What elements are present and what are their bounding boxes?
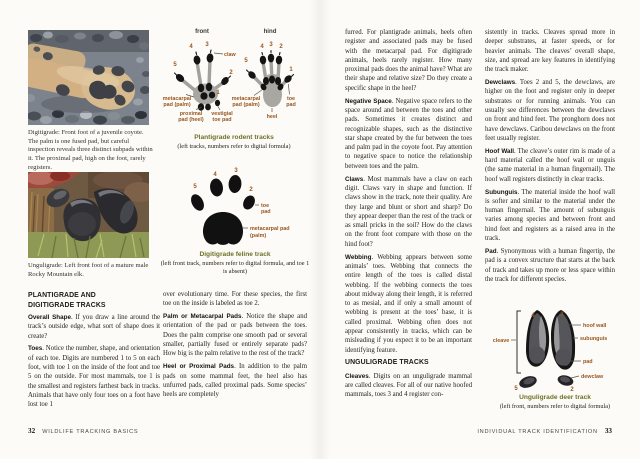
- hind-toe-number-2: 2: [279, 44, 283, 50]
- body-paragraph: Pad. Synonymous with a human fingertip, the pad is a convex structure that starts at the back of track and takes up more or less space within the track for different species.: [485, 247, 615, 283]
- body-paragraph: sistently in tracks. Cleaves spread more in deeper substrates, at faster speeds, or for heavier animals. The cleaves’ overall shape, size, and spread are key features in identifying the track maker.: [485, 29, 615, 74]
- svg-text:pad: pad: [286, 102, 296, 108]
- heel-label: heel: [266, 114, 278, 120]
- feline-toe-number-5: 5: [193, 184, 197, 190]
- hind-toe-number-3: 3: [269, 42, 273, 48]
- footer-chapter-title: INDIVIDUAL TRACK IDENTIFICATION: [477, 429, 598, 435]
- front-toe-number-1: 1: [216, 90, 220, 96]
- deer-track-diagram: [488, 306, 616, 392]
- feline-toe-number-3: 3: [234, 168, 238, 174]
- body-paragraph: Subunguis. The material inside the hoof wall is softer and similar to the material under the human fingernail. The amount of subunguis varies among species and between front and hind feet and registers as a raised area in the track.: [485, 188, 615, 243]
- section-heading-plantigrade: PLANTIGRADE AND DIGITIGRADE TRACKS: [28, 292, 106, 309]
- feline-toe-number-4: 4: [213, 172, 217, 178]
- deer-caption-subtitle: (left front, numbers refer to digital formula): [499, 402, 611, 410]
- body-paragraph: Cleaves. Digits on an unguligrade mammal are called cleaves. For all of our native hoofed mammals, toes 3 and 4 register con-: [345, 372, 472, 399]
- deer-cleaves-drawing: [518, 310, 575, 390]
- page-gutter-shadow: [310, 0, 330, 459]
- left-page-column-1: [28, 313, 160, 413]
- front-toe-number-4: 4: [189, 44, 193, 50]
- deer-toe-number-5: 5: [514, 386, 518, 392]
- paragraph-lead-in: Dewclaws: [485, 79, 516, 87]
- pad-label: pad: [583, 359, 593, 365]
- body-paragraph: Claws. Most mammals have a claw on each digit. Claws vary in shape and function. If claws show in the track, note their quality. Are they large and blunt or short and sharp? Do they appear deeper than the rest of the track or as small pricks in the soil? How do the claws on the front foot compare with those on the hind foot?: [345, 175, 472, 248]
- deer-toe-number-2: 2: [570, 387, 574, 392]
- svg-text:(palm): (palm): [250, 233, 267, 239]
- front-toe-number-3: 3: [205, 42, 209, 48]
- footer-book-title: WILDLIFE TRACKING BASICS: [42, 429, 139, 435]
- footer-page-number: 32: [28, 427, 36, 435]
- feline-paw-drawing: [188, 168, 289, 245]
- body-paragraph: over evolutionary time. For these species, the first toe on the inside is labeled as toe 2.: [163, 291, 307, 308]
- paragraph-lead-in: Negative Space: [345, 97, 392, 105]
- paragraph-lead-in: Pad: [485, 247, 497, 255]
- body-paragraph: Dewclaws. Toes 2 and 5, the dewclaws, are higher on the foot and register only in deeper substrates or for running animals. You can usually see differences between the dewclaws on front and hind feet. The pronghorn does not have dewclaws. Caribou dewclaws on the front feet usually register.: [485, 79, 615, 142]
- deer-caption-title: Unguligrade deer track: [519, 394, 591, 401]
- paragraph-lead-in: Toes: [28, 345, 43, 353]
- feline-caption-subtitle: (left front track, numbers refer to digital formula, and toe 1 is absent): [160, 259, 310, 275]
- body-paragraph: Hoof Wall. The cleave’s outer rim is made of a hard material called the hoof wall or unguis (the same material in a human fingernail). The hoof wall registers distinctly in clear tracks.: [485, 147, 615, 183]
- right-page-column-1: [345, 28, 472, 403]
- left-page-column-2: [163, 290, 307, 403]
- front-toe-number-5: 5: [173, 62, 177, 68]
- feline-toe-pad-label: toe: [261, 203, 270, 209]
- body-paragraph: Negative Space. Negative space refers to the space around and between the toes and other pads. Sometimes it creates distinct and recognizable shapes, such as the distinctive star shape created by the fur between the toes and palm pad in the coyote foot. Pay attention to negative space to notice the relationship between toes and the palm.: [345, 97, 472, 170]
- left-page-footer: [28, 427, 138, 435]
- body-paragraph: Overall Shape. If you draw a line around the track’s outside edge, what sort of shape does it create?: [28, 314, 160, 340]
- cleave-bracket: [493, 311, 521, 373]
- rodent-track-diagram: [160, 24, 310, 126]
- feline-caption-title: Digitigrade feline track: [199, 251, 271, 258]
- hoof-wall-label: hoof wall: [583, 323, 607, 329]
- feline-track-diagram: [185, 165, 295, 250]
- rodent-caption-subtitle: (left tracks, numbers refer to digital formula): [177, 142, 291, 150]
- paragraph-lead-in: Subunguis: [485, 188, 518, 196]
- feline-diagram-caption: [160, 251, 310, 276]
- coyote-front-foot-photo: [28, 30, 149, 125]
- body-paragraph: furred. For plantigrade animals, heels often register and associated pads may be fused with the metacarpal pad. For digitigrade animals, heels rarely register. How many proximal pads does the animal have? What are their shape and relative size? Do they create a specific shape in the heel?: [345, 29, 472, 92]
- svg-text:pad (palm): pad (palm): [163, 102, 191, 108]
- deer-toe-number-4: 4: [531, 313, 535, 319]
- svg-text:pad (palm): pad (palm): [232, 102, 260, 108]
- front-track-drawing: [163, 28, 237, 123]
- feline-toe-number-2: 2: [249, 187, 253, 193]
- body-paragraph: Toes. Notice the number, shape, and orientation of each toe. Digits are numbered 1 to 5 on each foot, with toe 1 on the inside of the foot and toe 5 on the outside. For most mammals, toe 1 is the smallest and registers farthest back in tracks. Animals that have only four toes on a foot have lost toe 1: [28, 345, 160, 409]
- hind-track-drawing: [232, 28, 296, 120]
- right-page-column-2: [485, 28, 615, 288]
- section-heading: UNGULIGRADE TRACKS: [345, 359, 429, 367]
- claw-label: claw: [224, 52, 236, 58]
- right-page-footer: [477, 427, 612, 435]
- body-paragraph: Webbing. Webbing appears between some animals’ toes. Webbing that connects the entire length of the toes is called distal webbing. If the webbing connects the toes about midway along their length, it is referred to as mesial, and if only a small amount of webbing is present at the toes’ base, it is called proximal. Webbing often does not appear consistently in tracks, which can be misleading if you expect it to be an important identifying feature.: [345, 253, 472, 354]
- paragraph-lead-in: Overall Shape: [28, 314, 71, 321]
- body-paragraph: Heel or Proximal Pads. In addition to the palm pads on some mammal feet, the heel also has unfurred pads, called proximal pads. Some species’ heels are completely: [163, 363, 307, 399]
- paragraph-lead-in: Webbing: [345, 253, 372, 261]
- front-track-label: front: [195, 28, 209, 35]
- hind-toe-number-4: 4: [260, 44, 264, 50]
- elk-foot-photo: [28, 172, 149, 258]
- photo-caption-elk: Unguligrade: Left front foot of a mature male Rocky Mountain elk.: [28, 262, 149, 278]
- dewclaw-label: dewclaw: [581, 374, 604, 380]
- paragraph-lead-in: Hoof Wall: [485, 147, 515, 155]
- photo-caption-coyote: Digitigrade: Front foot of a juvenile coyote. The palm is one fused pad, but careful inspection reveals three distinct subpads within it. The proximal pad, high on the foot, rarely registers.: [28, 129, 153, 171]
- front-metacarpal-label: metacarpal: [162, 96, 192, 102]
- hind-toe-number-5: 5: [244, 58, 248, 64]
- hind-metacarpal-label: metacarpal: [231, 96, 261, 102]
- vestigial-toe-pad-label: vestigial: [211, 111, 233, 117]
- paragraph-lead-in: Cleaves: [345, 372, 369, 380]
- deer-diagram-caption: [480, 394, 630, 411]
- front-toe-number-2: 2: [229, 70, 233, 76]
- paragraph-lead-in: Heel or Proximal Pads: [163, 363, 235, 371]
- hind-toe-pad-label: toe: [286, 96, 296, 102]
- svg-text:pad (heel): pad (heel): [178, 117, 204, 123]
- paragraph-lead-in: Palm or Metacarpal Pads: [163, 313, 242, 321]
- deer-toe-number-3: 3: [560, 312, 564, 318]
- hind-toe-number-1: 1: [289, 67, 293, 73]
- hind-track-label: hind: [263, 28, 277, 35]
- subunguis-label: subunguis: [580, 336, 608, 342]
- rodent-caption-title: Plantigrade rodent tracks: [194, 134, 274, 141]
- feline-palm-label: metacarpal pad: [250, 226, 290, 232]
- footer-page-number: 33: [604, 427, 612, 435]
- cleave-label: cleave: [492, 338, 510, 344]
- proximal-pad-label: proximal: [179, 111, 203, 117]
- rodent-diagram-caption: [158, 134, 310, 151]
- body-paragraph: Palm or Metacarpal Pads. Notice the shape and orientation of the pad or pads between the toes. Does the palm comprise one smooth pad or several smaller, partially fused or entirely separate pads? How big is the palm relative to the rest of the track?: [163, 313, 307, 358]
- svg-text:pad: pad: [261, 209, 271, 215]
- paragraph-lead-in: Claws: [345, 175, 364, 183]
- svg-text:toe pad: toe pad: [212, 117, 232, 123]
